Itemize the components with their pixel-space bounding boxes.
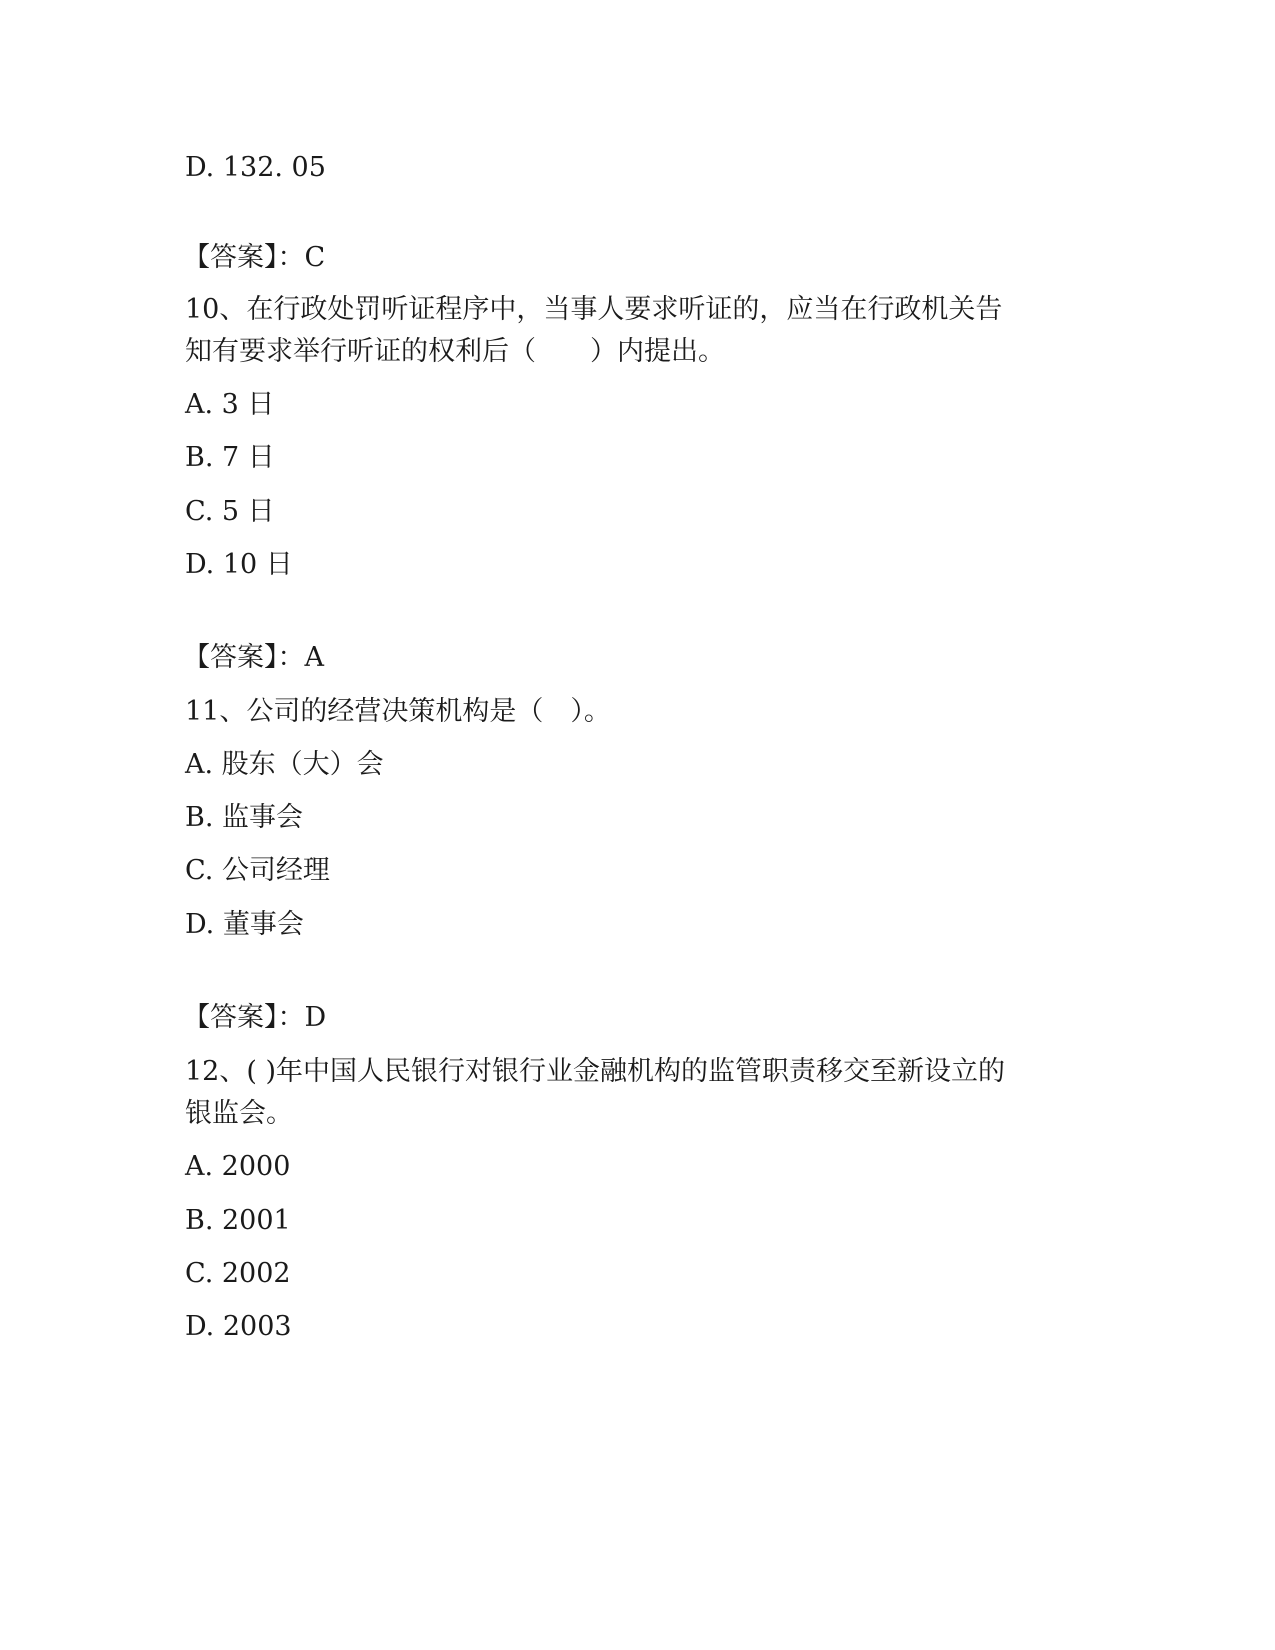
q11-question-line-1: 11、公司的经营决策机构是（ ）。 (185, 696, 611, 727)
q10-option-c: C. 5 日 (185, 496, 275, 527)
q10-option-a: A. 3 日 (185, 389, 275, 420)
q10-question-line-1: 10、在行政处罚听证程序中，当事人要求听证的，应当在行政机关告 (185, 294, 1003, 325)
q12-question-line-1: 12、( )年中国人民银行对银行业金融机构的监管职责移交至新设立的 (185, 1056, 1006, 1087)
q12-option-c: C. 2002 (185, 1258, 291, 1289)
q10-question-line-2: 知有要求举行听证的权利后（ ）内提出。 (185, 336, 725, 367)
q11-option-b: B. 监事会 (185, 802, 304, 833)
q12-option-b: B. 2001 (185, 1205, 291, 1236)
q12-option-a: A. 2000 (185, 1151, 291, 1182)
q10-option-d: D. 10 日 (185, 549, 293, 580)
q11-option-d: D. 董事会 (185, 909, 304, 940)
q10-option-b: B. 7 日 (185, 442, 275, 473)
q9-answer: 【答案】：C (183, 242, 326, 273)
q11-option-c: C. 公司经理 (185, 855, 330, 886)
q12-question-line-2: 银监会。 (185, 1098, 293, 1129)
q11-answer: 【答案】：D (183, 1002, 327, 1033)
q10-answer: 【答案】：A (183, 642, 324, 673)
q9-option-d: D. 132. 05 (185, 152, 326, 183)
q12-option-d: D. 2003 (185, 1311, 292, 1342)
q11-option-a: A. 股东（大）会 (185, 749, 384, 780)
